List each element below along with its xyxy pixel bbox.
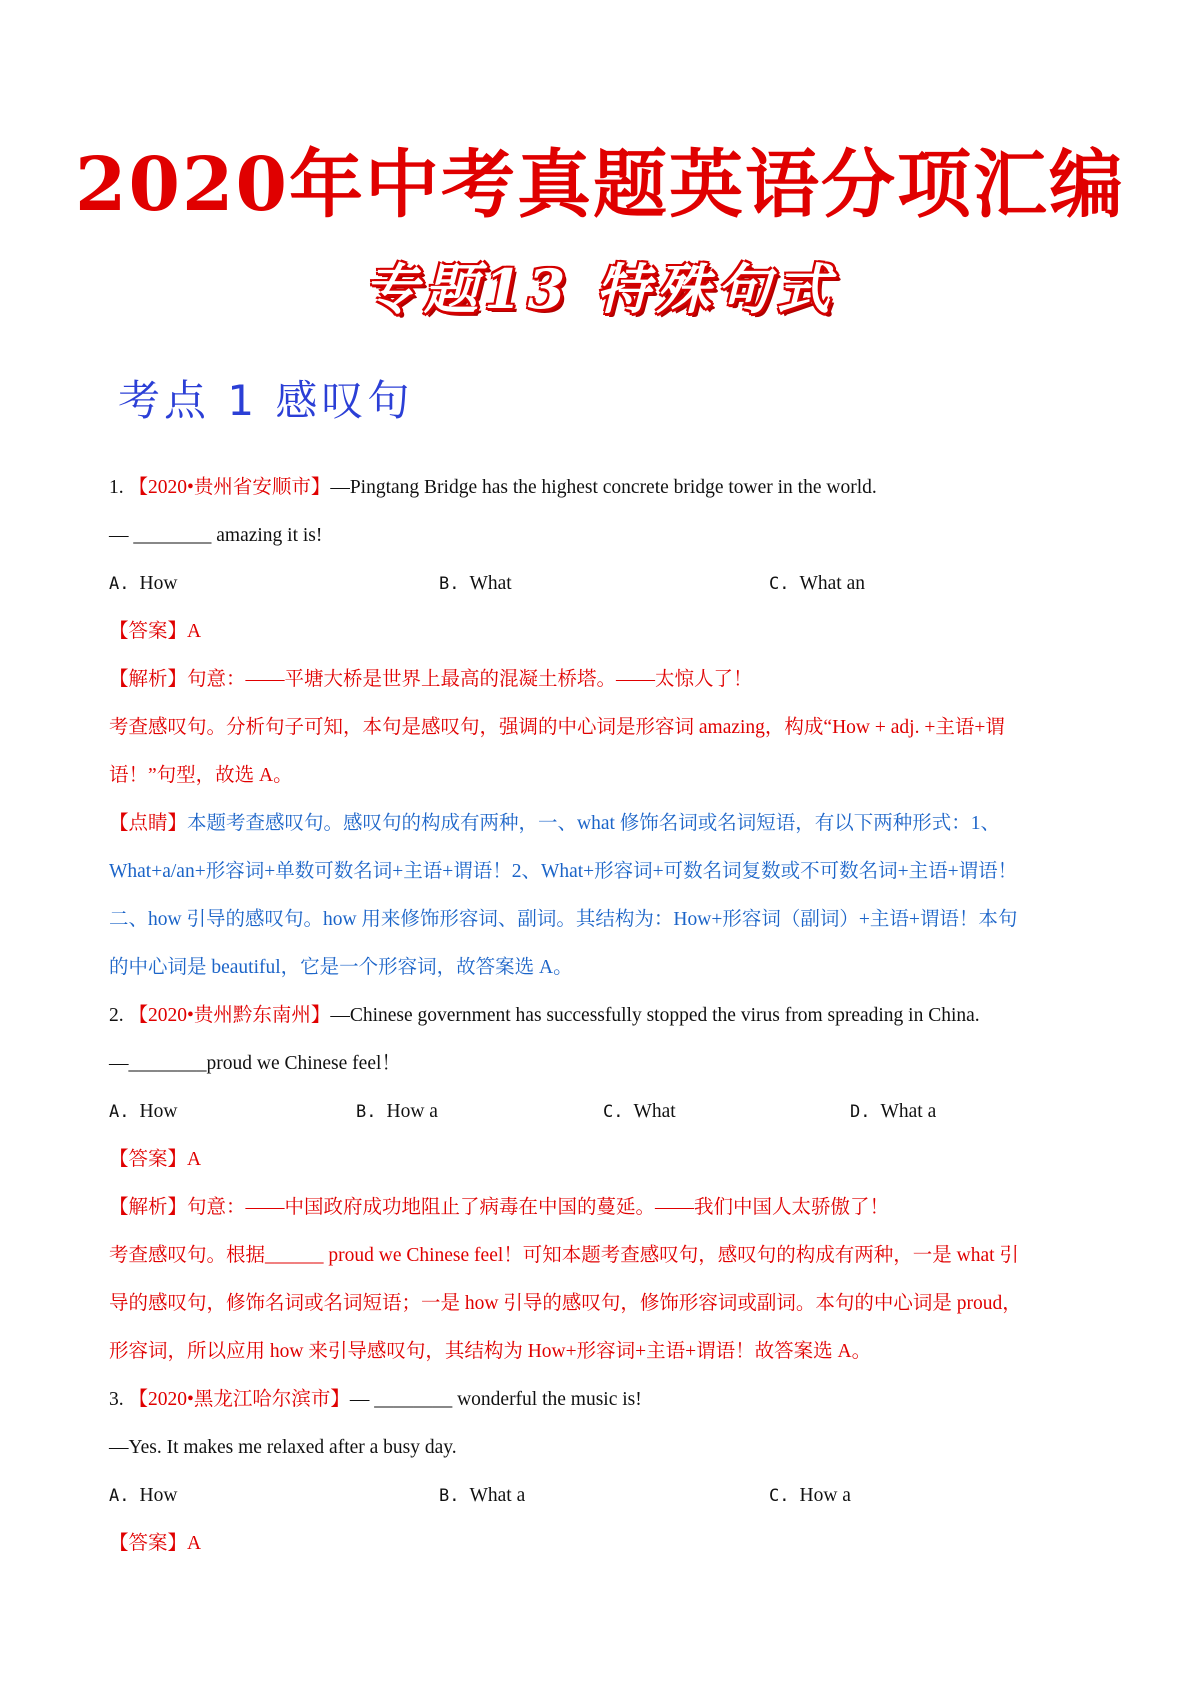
answer-label: 【答案】 <box>109 621 188 642</box>
question-3-line2: —Yes. It makes me relaxed after a busy day. <box>109 1437 457 1458</box>
answer-label: 【答案】 <box>109 1533 188 1554</box>
tip-line: What+a/an+形容词+单数可数名词+主语+谓语！2、What+形容词+可数名词复数或不可数名词+主语+谓语！ <box>109 861 1018 882</box>
option-letter: B. <box>356 1102 377 1122</box>
analysis-translation: 句意：——中国政府成功地阻止了病毒在中国的蔓延。——我们中国人太骄傲了！ <box>187 1197 890 1218</box>
tip-line: 本题考查感叹句。感叹句的构成有两种，一、what 修饰名词或名词短语，有以下两种形式：1、 <box>187 813 1001 834</box>
option-b <box>439 1472 769 1520</box>
question-stem: —Chinese government has successfully stopped the virus from spreading in China. <box>330 1005 980 1026</box>
analysis-line: 导的感叹句，修饰名词或名词短语；一是 how 引导的感叹句，修饰形容词或副词。本句的中心词是 proud， <box>109 1293 1022 1314</box>
option-letter: C. <box>769 574 790 594</box>
option-d <box>850 1088 1097 1136</box>
question-list <box>109 464 1099 1568</box>
question-stem: —Pingtang Bridge has the highest concrete bridge tower in the world. <box>330 477 877 498</box>
question-1-stem-line <box>109 464 1099 512</box>
option-text: How a <box>799 1485 851 1506</box>
question-source: 【2020•黑龙江哈尔滨市】 <box>128 1389 350 1410</box>
analysis-line: 考查感叹句。根据______ proud we Chinese feel！可知本题考查感叹句，感叹句的构成有两种，一是 what 引 <box>109 1245 1019 1266</box>
option-text: How <box>139 1101 178 1122</box>
analysis-label: 【解析】 <box>109 669 188 690</box>
option-text: How a <box>386 1101 438 1122</box>
question-2-analysis <box>109 1184 1099 1232</box>
question-1-options <box>109 560 1099 608</box>
option-letter: C. <box>769 1486 790 1506</box>
analysis-line: 形容词，所以应用 how 来引导感叹句，其结构为 How+形容词+主语+谓语！故答案选 A。 <box>109 1341 872 1362</box>
option-b <box>439 560 769 608</box>
question-1-tip <box>109 800 1099 848</box>
option-c <box>769 1472 1099 1520</box>
document-subtitle: 专题13 特殊句式 <box>364 257 836 321</box>
analysis-label: 【解析】 <box>109 1197 188 1218</box>
option-text: What <box>633 1101 676 1122</box>
tip-label: 【点睛】 <box>109 813 188 834</box>
question-stem: — ________ wonderful the music is! <box>349 1389 642 1410</box>
question-number: 3. <box>109 1389 124 1410</box>
answer-value: A <box>187 621 202 642</box>
option-a <box>109 1472 439 1520</box>
question-2-answer <box>109 1136 1099 1184</box>
question-1-answer <box>109 608 1099 656</box>
analysis-line: 语！”句型，故选 A。 <box>109 765 293 786</box>
tip-line: 的中心词是 beautiful，它是一个形容词，故答案选 A。 <box>109 957 573 978</box>
question-3-options <box>109 1472 1099 1520</box>
option-text: How <box>139 573 178 594</box>
option-c <box>603 1088 850 1136</box>
option-text: What <box>469 573 512 594</box>
document-title: 2020年中考真题英语分项汇编 <box>75 142 1125 228</box>
answer-value: A <box>187 1533 202 1554</box>
option-letter: D. <box>850 1102 871 1122</box>
option-letter: A. <box>109 574 130 594</box>
option-letter: B. <box>439 574 460 594</box>
answer-value: A <box>187 1149 202 1170</box>
option-c <box>769 560 1099 608</box>
option-letter: A. <box>109 1486 130 1506</box>
question-source: 【2020•贵州省安顺市】 <box>128 477 331 498</box>
analysis-line: 考查感叹句。分析句子可知，本句是感叹句，强调的中心词是形容词 amazing，构成“How + adj. +主语+谓 <box>109 717 1005 738</box>
question-1-analysis <box>109 656 1099 704</box>
question-3-answer <box>109 1520 1099 1568</box>
question-number: 1. <box>109 477 124 498</box>
option-a <box>109 1088 356 1136</box>
option-letter: C. <box>603 1102 624 1122</box>
tip-line: 二、how 引导的感叹句。how 用来修饰形容词、副词。其结构为：How+形容词（副词）+主语+谓语！本句 <box>109 909 1018 930</box>
question-1-line2: — ________ amazing it is! <box>109 525 323 546</box>
section-heading: 考点 1 感叹句 <box>118 376 414 425</box>
question-number: 2. <box>109 1005 124 1026</box>
option-text: How <box>139 1485 178 1506</box>
option-letter: B. <box>439 1486 460 1506</box>
option-text: What an <box>799 573 865 594</box>
analysis-translation: 句意：——平塘大桥是世界上最高的混凝土桥塔。——太惊人了！ <box>187 669 753 690</box>
option-text: What a <box>469 1485 526 1506</box>
answer-label: 【答案】 <box>109 1149 188 1170</box>
question-2-options <box>109 1088 1099 1136</box>
question-3-stem-line <box>109 1376 1099 1424</box>
option-b <box>356 1088 603 1136</box>
option-letter: A. <box>109 1102 130 1122</box>
option-a <box>109 560 439 608</box>
option-text: What a <box>880 1101 937 1122</box>
question-source: 【2020•贵州黔东南州】 <box>128 1005 331 1026</box>
question-2-stem-line <box>109 992 1099 1040</box>
question-2-line2: —________proud we Chinese feel！ <box>109 1053 401 1074</box>
